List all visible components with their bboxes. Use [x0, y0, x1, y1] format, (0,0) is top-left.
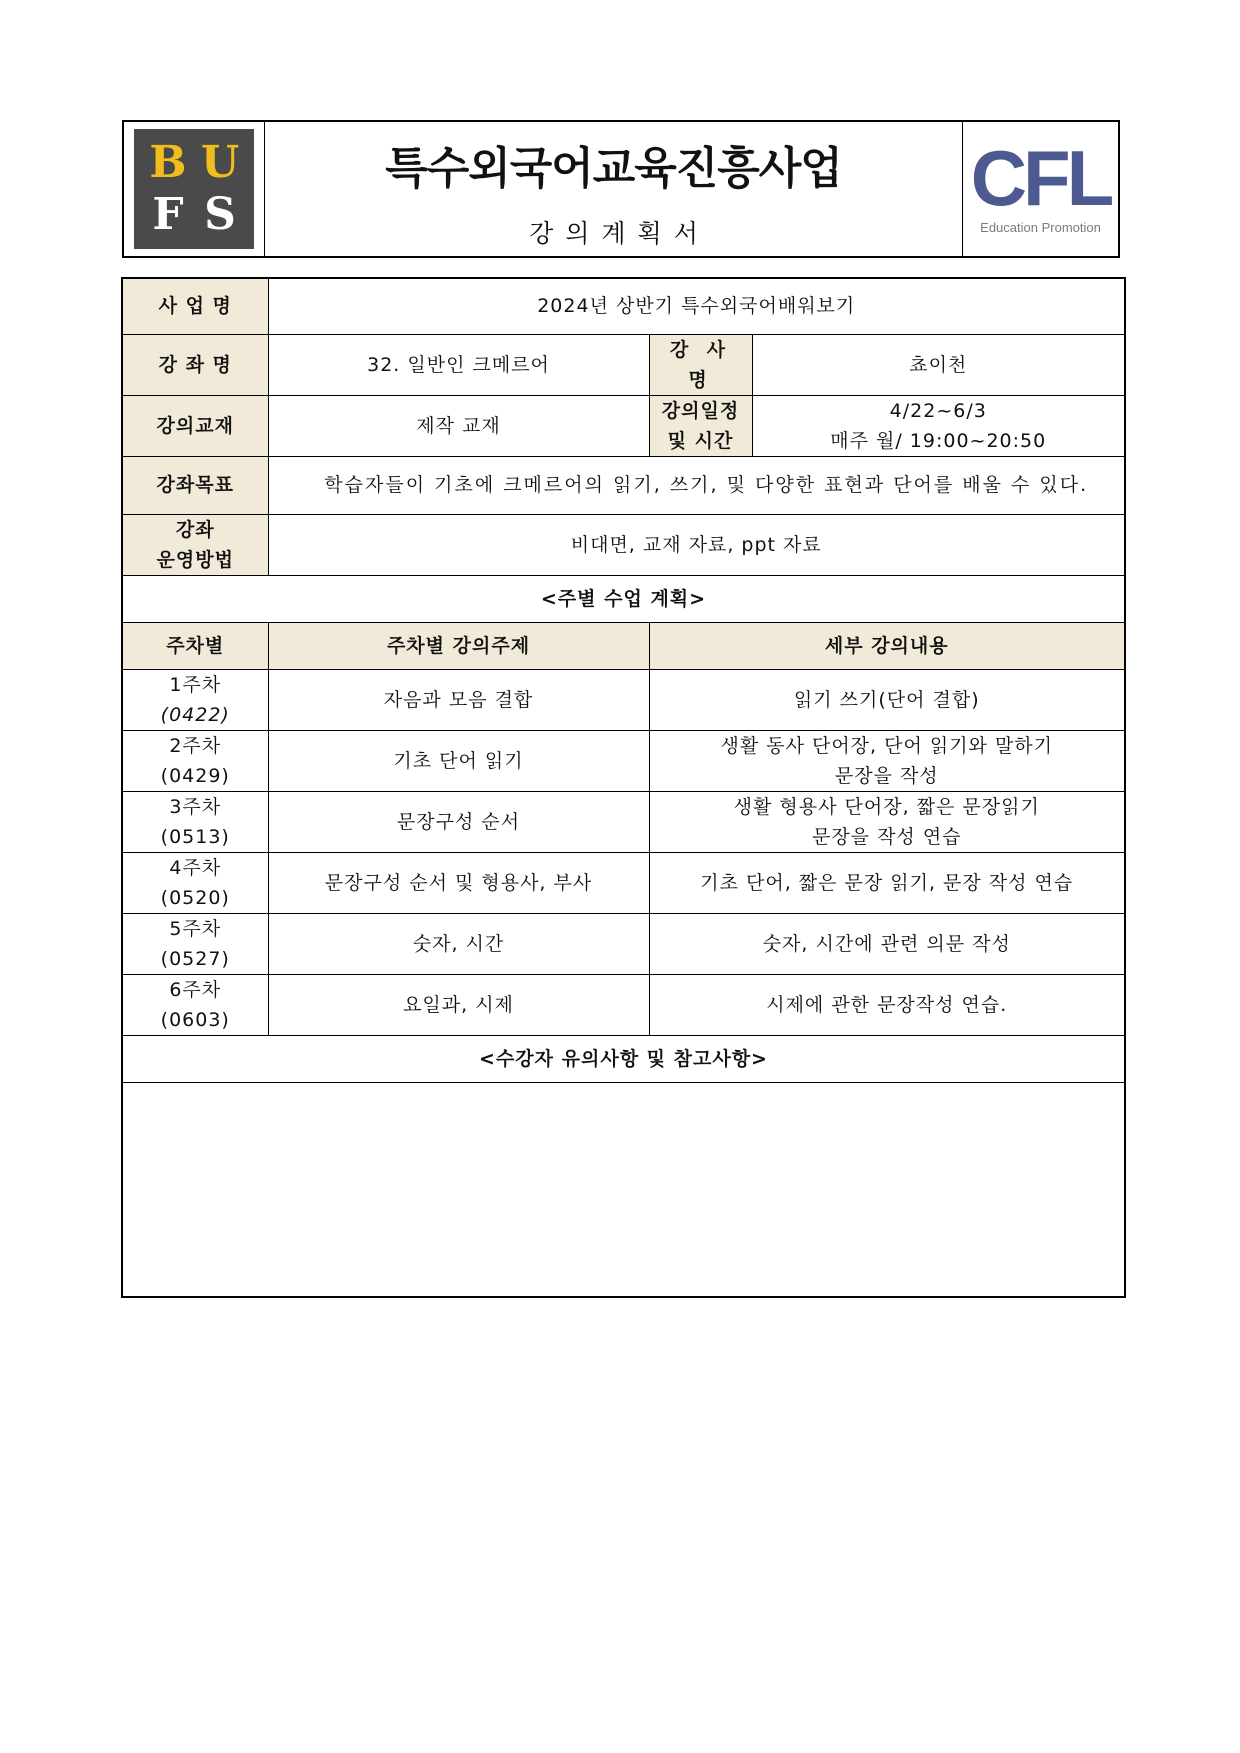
week-cell [122, 669, 268, 730]
bufs-logo-cell [124, 122, 265, 256]
bufs-logo-letter-u: U [200, 137, 240, 188]
detail-line-1: 기초 단어, 짧은 문장 읽기, 문장 작성 연습 [700, 871, 1074, 894]
title-area [265, 122, 962, 256]
detail-cell [649, 852, 1125, 913]
week-cell [122, 730, 268, 791]
notes-section-row [122, 1035, 1125, 1082]
schedule-time: 매주 월/ 19:00~20:50 [830, 429, 1047, 452]
goal-row [122, 456, 1125, 514]
detail-line-1: 시제에 관한 문장작성 연습. [766, 993, 1008, 1016]
col-detail-header: 세부 강의내용 [649, 622, 1125, 669]
week-number: 2주차 [169, 734, 222, 757]
course-value: 32. 일반인 크메르어 [268, 334, 649, 395]
topic-cell: 요일과, 시제 [268, 974, 649, 1035]
detail-line-2: 문장을 작성 [834, 764, 939, 787]
topic-cell: 자음과 모음 결합 [268, 669, 649, 730]
weekly-section-row [122, 575, 1125, 622]
table-row [122, 852, 1125, 913]
bufs-logo-letter-f: F [152, 189, 184, 240]
schedule-label-line-1: 강의일정 [661, 399, 740, 422]
table-row [122, 974, 1125, 1035]
table-row [122, 669, 1125, 730]
cfl-logo-cell [962, 122, 1118, 256]
col-week-header: 주차별 [122, 622, 268, 669]
detail-line-1: 생활 동사 단어장, 단어 읽기와 말하기 [720, 734, 1054, 757]
course-label: 강 좌 명 [122, 334, 268, 395]
week-date: (0603) [160, 1008, 230, 1031]
week-number: 5주차 [169, 917, 222, 940]
course-row [122, 334, 1125, 395]
method-label [122, 514, 268, 575]
document-header [122, 120, 1120, 258]
detail-line-2: 문장을 작성 연습 [811, 825, 962, 848]
textbook-value: 제작 교재 [268, 395, 649, 456]
cfl-logo-subtitle: Education Promotion [980, 219, 1101, 235]
table-row [122, 730, 1125, 791]
detail-cell [649, 791, 1125, 852]
week-cell [122, 913, 268, 974]
weekly-section-title: <주별 수업 계획> [122, 575, 1125, 622]
detail-cell [649, 974, 1125, 1035]
textbook-row [122, 395, 1125, 456]
method-row [122, 514, 1125, 575]
schedule-label-line-2: 및 시간 [667, 429, 734, 452]
goal-label: 강좌목표 [122, 456, 268, 514]
week-cell [122, 791, 268, 852]
page-subtitle: 강의계획서 [529, 219, 710, 248]
topic-cell: 문장구성 순서 [268, 791, 649, 852]
project-label: 사 업 명 [122, 278, 268, 334]
week-cell [122, 852, 268, 913]
week-number: 1주차 [169, 673, 222, 696]
topic-cell: 기초 단어 읽기 [268, 730, 649, 791]
notes-section-title: <수강자 유의사항 및 참고사항> [122, 1035, 1125, 1082]
weekly-header-row [122, 622, 1125, 669]
bufs-logo-letter-s: S [204, 189, 236, 240]
notes-body [122, 1082, 1125, 1297]
topic-cell: 숫자, 시간 [268, 913, 649, 974]
cfl-logo: CFL [970, 134, 1111, 223]
instructor-value: 쵸이천 [752, 334, 1125, 395]
textbook-label: 강의교재 [122, 395, 268, 456]
schedule-dates: 4/22~6/3 [889, 399, 987, 422]
lecture-plan-table [121, 277, 1126, 1298]
bufs-logo [134, 129, 254, 249]
week-cell [122, 974, 268, 1035]
goal-value: 학습자들이 기초에 크메르어의 읽기, 쓰기, 및 다양한 표현과 단어를 배울 수 있다. [268, 456, 1125, 514]
method-label-line-1: 강좌 [175, 518, 215, 541]
col-topic-header: 주차별 강의주제 [268, 622, 649, 669]
week-number: 6주차 [169, 978, 222, 1001]
week-number: 4주차 [169, 856, 222, 879]
project-row [122, 278, 1125, 334]
week-date: (0520) [160, 886, 230, 909]
detail-cell [649, 730, 1125, 791]
table-row [122, 791, 1125, 852]
method-value: 비대면, 교재 자료, ppt 자료 [268, 514, 1125, 575]
detail-cell [649, 913, 1125, 974]
project-value: 2024년 상반기 특수외국어배워보기 [268, 278, 1125, 334]
table-row [122, 913, 1125, 974]
week-date: (0513) [160, 825, 230, 848]
week-number: 3주차 [169, 795, 222, 818]
detail-cell [649, 669, 1125, 730]
detail-line-1: 생활 형용사 단어장, 짧은 문장읽기 [733, 795, 1040, 818]
week-date: (0527) [160, 947, 230, 970]
detail-line-1: 숫자, 시간에 관련 의문 작성 [762, 932, 1011, 955]
notes-body-row [122, 1082, 1125, 1297]
instructor-label: 강 사 명 [649, 334, 752, 395]
topic-cell: 문장구성 순서 및 형용사, 부사 [268, 852, 649, 913]
method-label-line-2: 운영방법 [156, 548, 234, 571]
week-date: (0422) [160, 703, 230, 726]
week-date: (0429) [160, 764, 230, 787]
schedule-label [649, 395, 752, 456]
detail-line-1: 읽기 쓰기(단어 결합) [793, 688, 980, 711]
page-title: 특수외국어교육진흥사업 [385, 143, 842, 194]
bufs-logo-letter-b: B [149, 137, 187, 188]
schedule-value [752, 395, 1125, 456]
